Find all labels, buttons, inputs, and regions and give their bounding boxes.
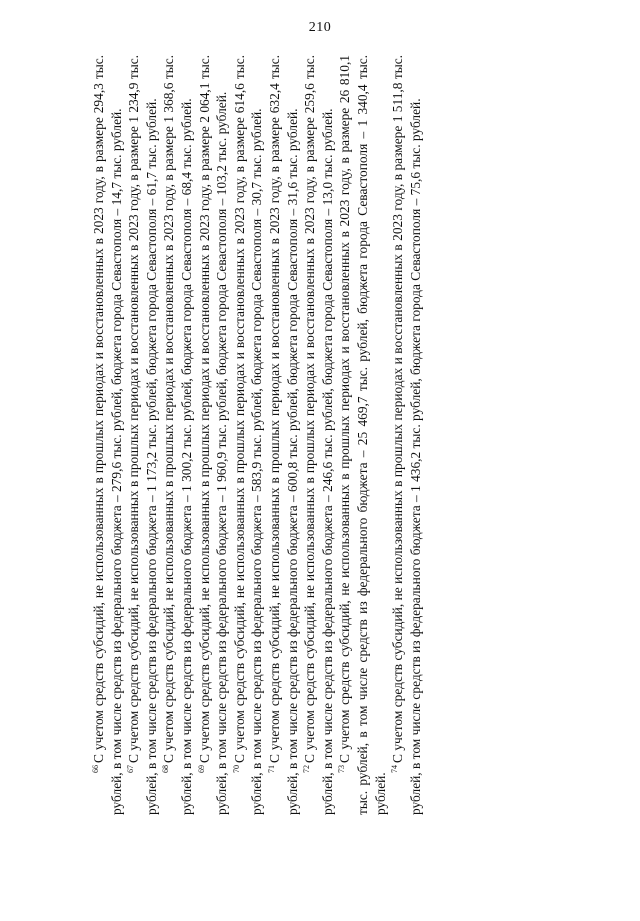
footnote-text: С учетом средств субсидий, не использованных в прошлых периодах и восстановленных в 2023 году, в размере 1 234,9 тыс. рублей, в том числе средств из федерального бюджета – 1 173,2 тыс. рублей, бюджета города Севастополя – 61,7 тыс. рублей.	[126, 55, 159, 815]
footnote-mark: 67	[126, 765, 136, 773]
footnote-text: С учетом средств субсидий, не использованных в прошлых периодах и восстановленных в 2023 году, в размере 26 810,1 тыс. рублей, в том числе средств из федерального бюджета – 25 469,7 тыс. рублей, бюджета города Севастополя – 1 340,4 тыс. рублей.	[337, 55, 388, 815]
footnote-68	[160, 55, 195, 815]
footnote-mark: 71	[266, 765, 276, 773]
footnote-71	[266, 55, 301, 815]
footnote-70	[231, 55, 266, 815]
footnote-mark: 74	[390, 765, 400, 773]
footnote-74	[389, 55, 424, 815]
footnote-text: С учетом средств субсидий, не использованных в прошлых периодах и восстановленных в 2023 году, в размере 1 368,6 тыс. рублей, в том числе средств из федерального бюджета – 1 300,2 тыс. рублей, бюджета города Севастополя – 68,4 тыс. рублей.	[161, 55, 194, 815]
footnote-text: С учетом средств субсидий, не использованных в прошлых периодах и восстановленных в 2023 году, в размере 1 511,8 тыс. рублей, в том числе средств из федерального бюджета – 1 436,2 тыс. рублей, бюджета города Севастополя – 75,6 тыс. рублей.	[390, 55, 423, 815]
footnote-67	[125, 55, 160, 815]
footnote-66	[90, 55, 125, 815]
footnote-text: С учетом средств субсидий, не использованных в прошлых периодах и восстановленных в 2023 году, в размере 632,4 тыс. рублей, в том числе средств из федерального бюджета – 600,8 тыс. рублей, бюджета города Севастополя – 31,6 тыс. рублей.	[266, 55, 300, 815]
footnote-mark: 72	[302, 765, 312, 773]
footnotes-block	[90, 55, 560, 815]
footnote-text: С учетом средств субсидий, не использованных в прошлых периодах и восстановленных в 2023 году, в размере 2 064,1 тыс. рублей, в том числе средств из федерального бюджета – 1 960,9 тыс. рублей, бюджета города Севастополя – 103,2 тыс. рублей.	[196, 55, 230, 815]
footnote-text: С учетом средств субсидий, не использованных в прошлых периодах и восстановленных в 2023 году, в размере 614,6 тыс. рублей, в том числе средств из федерального бюджета – 583,9 тыс. рублей, бюджета города Севастополя – 30,7 тыс. рублей.	[231, 55, 265, 815]
footnote-text: С учетом средств субсидий, не использованных в прошлых периодах и восстановленных в 2023 году, в размере 294,3 тыс. рублей, в том числе средств из федерального бюджета – 279,6 тыс. рублей, бюджета города Севастополя – 14,7 тыс. рублей.	[91, 55, 124, 815]
footnote-mark: 73	[337, 765, 347, 773]
footnote-mark: 66	[91, 765, 100, 773]
footnote-text: С учетом средств субсидий, не использованных в прошлых периодах и восстановленных в 2023 году, в размере 259,6 тыс. рублей, в том числе средств из федерального бюджета – 246,6 тыс. рублей, бюджета города Севастополя – 13,0 тыс. рублей.	[302, 55, 335, 815]
footnote-72	[301, 55, 336, 815]
footnote-mark: 69	[196, 765, 206, 773]
page-number: 210	[308, 20, 332, 35]
footnote-73	[336, 55, 389, 815]
footnotes-rotated-content	[90, 55, 560, 815]
footnote-mark: 70	[231, 765, 241, 773]
footnote-mark: 68	[161, 765, 171, 773]
footnote-69	[196, 55, 231, 815]
